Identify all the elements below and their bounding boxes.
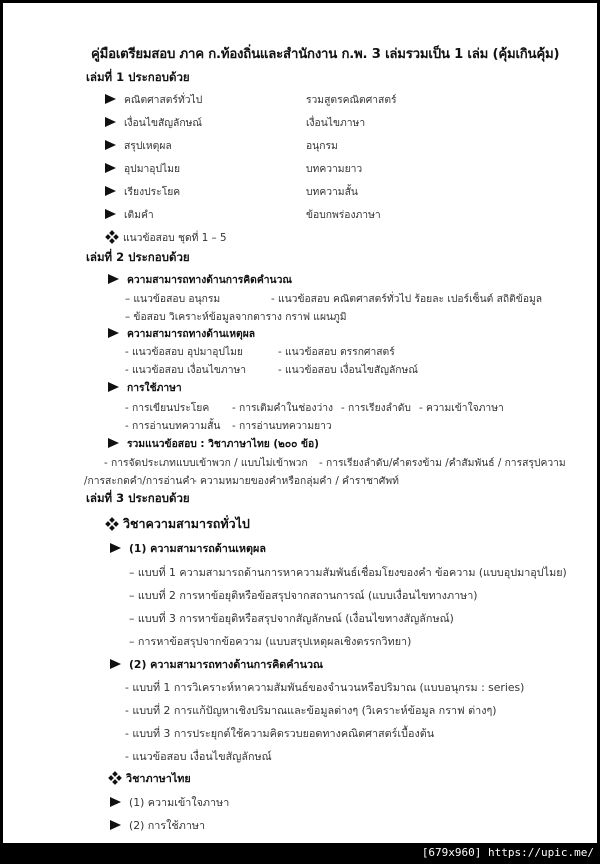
book1-item-right: เงื่อนไขภาษา — [306, 117, 366, 129]
book2-heading: เล่มที่ 2 ประกอบด้วย — [86, 250, 190, 264]
book1-item: เรียงประโยค — [105, 183, 180, 200]
book3-line: - แนวข้อสอบ เงื่อนไขสัญลักษณ์ — [125, 750, 272, 763]
arrow-bullet-icon — [108, 438, 119, 448]
arrow-bullet-icon — [105, 117, 116, 127]
book2-line: /การสะกดคำ/การอ่านคำ — [84, 475, 196, 487]
book2-line: - ความหมายของคำหรือกลุ่มคำ / คำราชาศัพท์ — [193, 475, 399, 487]
document-title: คู่มือเตรียมสอบ ภาค ก.ท้องถิ่นและสำนักงาน ก.พ. 3 เล่มรวมเป็น 1 เล่ม (คุ้มเกินคุ้ม) — [91, 47, 560, 62]
arrow-bullet-icon — [110, 659, 121, 669]
book2-section-title: รวมแนวข้อสอบ : วิชาภาษาไทย (๒๐๐ ข้อ) — [108, 435, 319, 452]
book3-line: - แบบที่ 3 การประยุกต์ใช้ความคิดรวบยอดทางคณิตศาสตร์เบื้องต้น — [125, 727, 435, 740]
book2-line: - การเรียงลำดับ — [341, 402, 411, 414]
arrow-bullet-icon — [108, 274, 119, 284]
book3-line: – แบบที่ 1 ความสามารถด้านการหาความสัมพันธ์เชื่อมโยงของคำ ข้อความ (แบบอุปมาอุปไมย) — [129, 566, 567, 579]
book2-line: - แนวข้อสอบ คณิตศาสตร์ทั่วไป ร้อยละ เปอร์เซ็นต์ สถิติข้อมูล — [271, 293, 543, 305]
arrow-bullet-icon — [105, 209, 116, 219]
arrow-bullet-icon — [105, 94, 116, 104]
book1-heading: เล่มที่ 1 ประกอบด้วย — [86, 70, 190, 84]
book2-line: – แนวข้อสอบ อนุกรม — [125, 293, 221, 305]
book1-item: สรุปเหตุผล — [105, 137, 172, 154]
book1-item: เติมคำ — [105, 206, 154, 223]
book1-item: คณิตศาสตร์ทั่วไป — [105, 91, 202, 108]
book1-item-right: รวมสูตรคณิตศาสตร์ — [306, 94, 397, 106]
book3-line: – แบบที่ 2 การหาข้อยุติหรือข้อสรุปจากสถานการณ์ (แบบเงื่อนไขทางภาษา) — [129, 589, 478, 602]
book1-item-right: อนุกรม — [306, 140, 338, 152]
book3-line: - แบบที่ 1 การวิเคราะห์หาความสัมพันธ์ของจำนวนหรือปริมาณ (แบบอนุกรม : series) — [125, 681, 525, 694]
book1-item: เงื่อนไขสัญลักษณ์ — [105, 114, 202, 131]
book3-part-title: (1) ความสามารถด้านเหตุผล — [110, 540, 266, 557]
book2-line: - แนวข้อสอบ ตรรกศาสตร์ — [278, 346, 395, 358]
book2-line: - การอ่านบทความยาว — [232, 420, 332, 432]
arrow-bullet-icon — [110, 820, 121, 830]
image-host-watermark: [679x960] https://upic.me/ — [421, 846, 594, 859]
book3-line: - แบบที่ 2 การแก้ปัญหาเชิงปริมาณและข้อมูลต่างๆ (วิเคราะห์ข้อมูล กราฟ ต่างๆ) — [125, 704, 497, 717]
book3-heading: เล่มที่ 3 ประกอบด้วย — [86, 491, 190, 505]
book1-item-right: บทความสั้น — [306, 186, 358, 198]
book3-subject-title: วิชาภาษาไทย — [109, 770, 191, 787]
book3-line: (2) การใช้ภาษา — [110, 817, 205, 834]
book1-item-right: ข้อบกพร่องภาษา — [306, 209, 381, 221]
book2-line: - การจัดประเภทแบบเข้าพวก / แบบไม่เข้าพวก — [104, 457, 308, 469]
diamond-bullet-icon — [106, 231, 118, 243]
book2-line: - แนวข้อสอบ อุปมาอุปไมย — [125, 346, 243, 358]
diamond-bullet-icon — [109, 772, 121, 784]
diamond-bullet-icon — [106, 518, 118, 530]
book1-item-right: บทความยาว — [306, 163, 363, 175]
book2-line: - การอ่านบทความสั้น — [125, 420, 221, 432]
book3-line: – แบบที่ 3 การหาข้อยุติหรือสรุปจากสัญลักษณ์ (เงื่อนไขทางสัญลักษณ์) — [129, 612, 454, 625]
book1-item: อุปมาอุปไมย — [105, 160, 180, 177]
book2-section-title: ความสามารถทางด้านการคิดคำนวณ — [108, 271, 292, 288]
book3-line: – การหาข้อสรุปจากข้อความ (แบบสรุปเหตุผลเชิงตรรกวิทยา) — [129, 635, 412, 648]
book2-line: - ความเข้าใจภาษา — [419, 402, 504, 414]
book2-line: - แนวข้อสอบ เงื่อนไขสัญลักษณ์ — [278, 364, 418, 376]
document-page — [3, 3, 597, 843]
arrow-bullet-icon — [105, 140, 116, 150]
book2-line: – ข้อสอบ วิเคราะห์ข้อมูลจากตาราง กราฟ แผนภูมิ — [125, 311, 347, 323]
book2-section-title: ความสามารถทางด้านเหตุผล — [108, 325, 255, 342]
book1-practice: แนวข้อสอบ ชุดที่ 1 – 5 — [106, 229, 227, 246]
book3-part-title: (2) ความสามารถทางด้านการคิดคำนวณ — [110, 656, 323, 673]
book3-subject-title: วิชาความสามารถทั่วไป — [106, 514, 250, 534]
arrow-bullet-icon — [105, 186, 116, 196]
book2-line: - แนวข้อสอบ เงื่อนไขภาษา — [125, 364, 247, 376]
book2-line: - การเติมคำในช่องว่าง — [232, 402, 334, 414]
book2-line: - การเขียนประโยค — [125, 402, 210, 414]
book2-line: - การเรียงลำดับ/คำตรงข้าม /คำสัมพันธ์ / การสรุปความ — [319, 457, 566, 469]
arrow-bullet-icon — [108, 328, 119, 338]
arrow-bullet-icon — [105, 163, 116, 173]
arrow-bullet-icon — [110, 797, 121, 807]
arrow-bullet-icon — [108, 382, 119, 392]
book2-section-title: การใช้ภาษา — [108, 379, 182, 396]
book3-line: (1) ความเข้าใจภาษา — [110, 794, 229, 811]
arrow-bullet-icon — [110, 543, 121, 553]
